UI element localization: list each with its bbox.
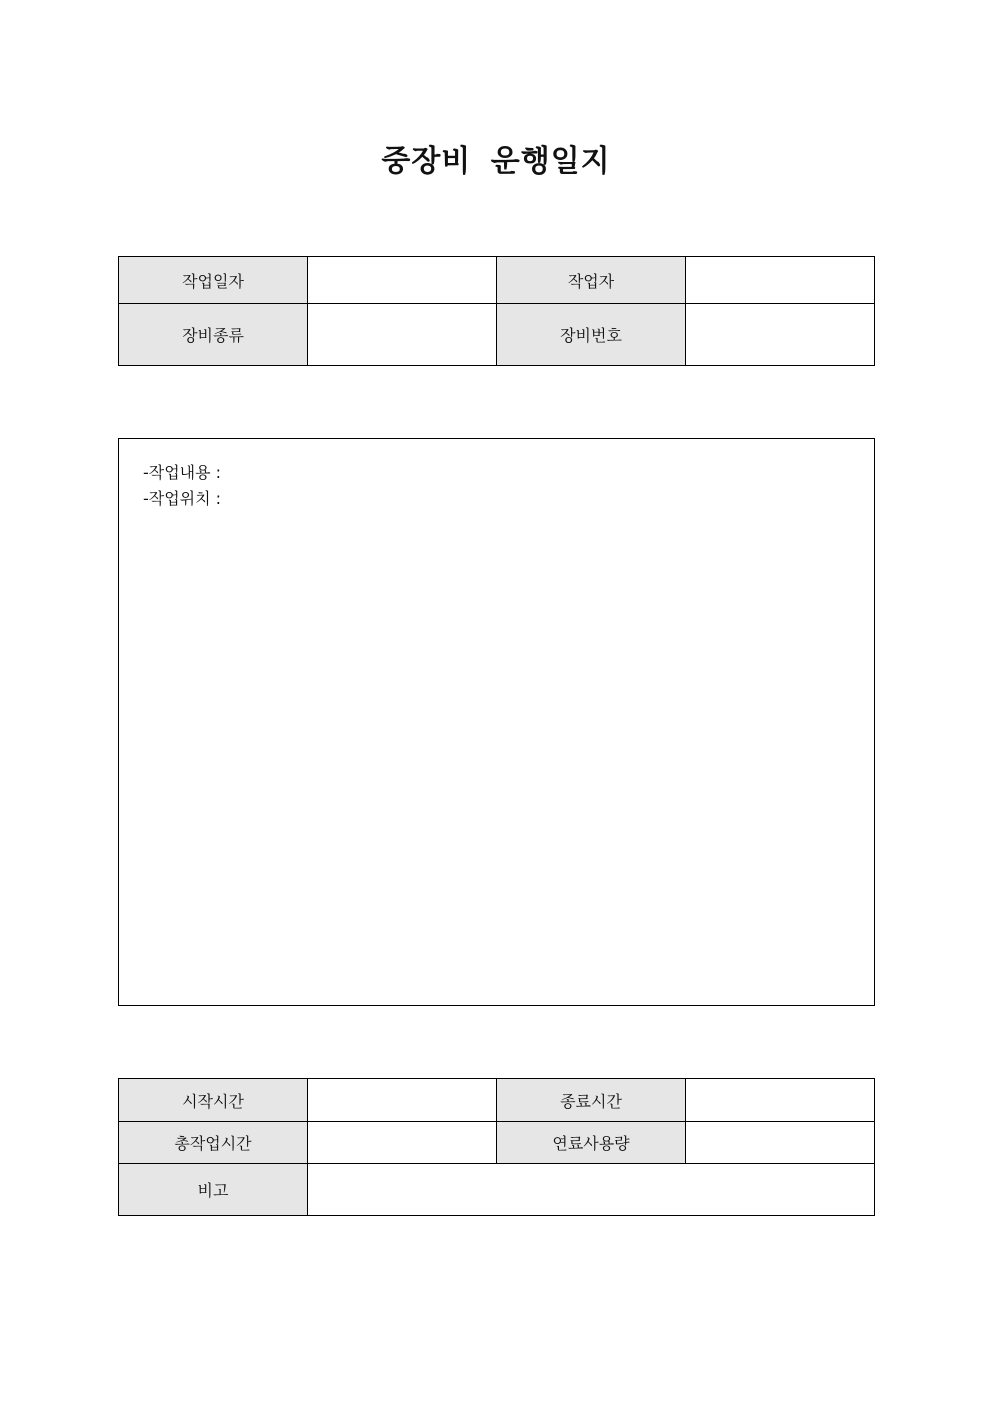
worker-label: 작업자	[497, 257, 686, 304]
work-content-box[interactable]	[118, 438, 875, 1006]
equipment-type-field[interactable]	[308, 304, 497, 366]
start-time-label: 시작시간	[119, 1079, 308, 1122]
work-location-label: -작업위치 :	[143, 489, 222, 508]
work-date-field[interactable]	[308, 257, 497, 304]
worker-field[interactable]	[686, 257, 875, 304]
fuel-usage-label: 연료사용량	[497, 1122, 686, 1164]
total-time-label: 총작업시간	[119, 1122, 308, 1164]
end-time-field[interactable]	[686, 1079, 875, 1122]
total-time-field[interactable]	[308, 1122, 497, 1164]
work-date-label: 작업일자	[119, 257, 308, 304]
equipment-number-label: 장비번호	[497, 304, 686, 366]
time-table	[118, 1078, 875, 1216]
remarks-field[interactable]	[308, 1164, 875, 1216]
start-time-field[interactable]	[308, 1079, 497, 1122]
fuel-usage-field[interactable]	[686, 1122, 875, 1164]
info-table	[118, 256, 875, 366]
remarks-label: 비고	[119, 1164, 308, 1216]
page-title: 중장비 운행일지	[381, 144, 611, 179]
work-content-label: -작업내용 :	[143, 463, 222, 482]
equipment-number-field[interactable]	[686, 304, 875, 366]
end-time-label: 종료시간	[497, 1079, 686, 1122]
equipment-type-label: 장비종류	[119, 304, 308, 366]
